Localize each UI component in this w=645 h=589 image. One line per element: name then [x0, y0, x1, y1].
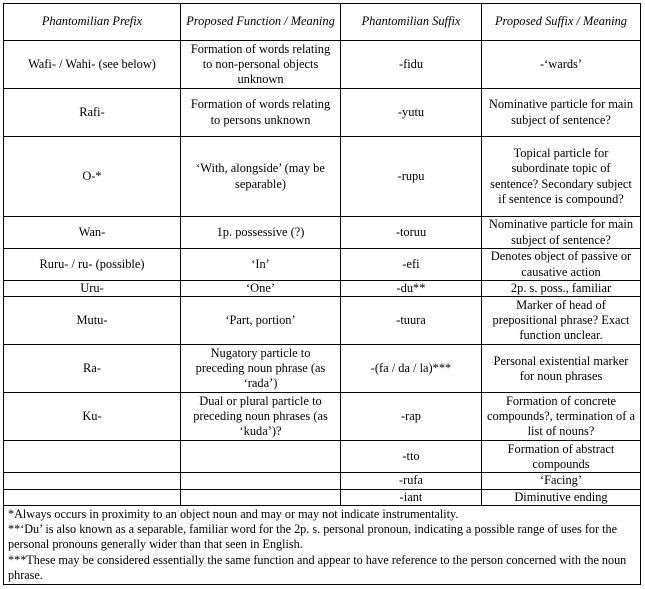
suffix-cell: -tto [341, 441, 482, 473]
suffix-meaning-cell: Nominative particle for main subject of sentence? [482, 89, 641, 137]
prefix-cell: O-* [4, 137, 181, 217]
prefix-cell: Ruru- / ru- (possible) [4, 249, 181, 281]
prefix-cell [4, 489, 181, 505]
table-row [4, 393, 641, 441]
suffix-meaning-cell: 2p. s. poss., familiar [482, 281, 641, 297]
table-row [4, 217, 641, 249]
suffix-meaning-cell: Diminutive ending [482, 489, 641, 505]
prefix-meaning-cell: Formation of words relating to non-personal objects unknown [181, 41, 341, 89]
suffix-meaning-cell: Personal existential marker for noun phrases [482, 345, 641, 393]
prefix-meaning-cell: ‘Part, portion’ [181, 297, 341, 345]
prefix-meaning-cell: ‘In’ [181, 249, 341, 281]
suffix-meaning-cell: Denotes object of passive or causative action [482, 249, 641, 281]
table-row [4, 345, 641, 393]
table-row [4, 89, 641, 137]
prefix-meaning-cell: 1p. possessive (?) [181, 217, 341, 249]
suffix-cell: -efi [341, 249, 482, 281]
table-row [4, 249, 641, 281]
prefix-meaning-cell: Dual or plural particle to preceding noun phrases (as ‘kuda’)? [181, 393, 341, 441]
footnotes-row [4, 505, 641, 584]
table-row [4, 441, 641, 473]
suffix-cell: -yutu [341, 89, 482, 137]
footnote: *Always occurs in proximity to an object noun and may or may not indicate instrumentality. [8, 506, 459, 521]
prefix-cell: Ku- [4, 393, 181, 441]
suffix-cell: -iant [341, 489, 482, 505]
header-suffix: Phantomilian Suffix [341, 4, 482, 41]
prefix-meaning-cell: ‘One’ [181, 281, 341, 297]
suffix-cell: -(fa / da / la)*** [341, 345, 482, 393]
prefix-meaning-cell: ‘With, alongside’ (may be separable) [181, 137, 341, 217]
suffix-cell: -toruu [341, 217, 482, 249]
suffix-meaning-cell: Formation of concrete compounds?, termination of a list of nouns? [482, 393, 641, 441]
suffix-cell: -du** [341, 281, 482, 297]
table-row [4, 41, 641, 89]
prefix-meaning-cell [181, 473, 341, 489]
suffix-meaning-cell: Formation of abstract compounds [482, 441, 641, 473]
suffix-meaning-cell: ‘Facing’ [482, 473, 641, 489]
prefix-cell [4, 441, 181, 473]
footnote: **‘Du’ is also known as a separable, familiar word for the 2p. s. personal pronoun, indicating a possible range of uses for the personal pronouns generally wider than that seen in English. [8, 522, 617, 552]
prefix-cell [4, 473, 181, 489]
footnote: ***These may be considered essentially the same function and appear to have reference to the person concerned with the noun phrase. [8, 552, 627, 583]
affix-table [3, 3, 641, 585]
suffix-meaning-cell: Topical particle for subordinate topic of sentence? Secondary subject if sentence is compound? [482, 137, 641, 217]
prefix-cell: Wan- [4, 217, 181, 249]
table-row [4, 297, 641, 345]
header-prefix: Phantomilian Prefix [4, 4, 181, 41]
suffix-cell: -rupu [341, 137, 482, 217]
header-row [4, 4, 641, 41]
table-row [4, 281, 641, 297]
suffix-meaning-cell: Marker of head of prepositional phrase? Exact function unclear. [482, 297, 641, 345]
prefix-cell: Ra- [4, 345, 181, 393]
suffix-cell: -fidu [341, 41, 482, 89]
prefix-meaning-cell: Nugatory particle to preceding noun phrase (as ‘rada’) [181, 345, 341, 393]
prefix-meaning-cell: Formation of words relating to persons unknown [181, 89, 341, 137]
prefix-cell: Wafi- / Wahi- (see below) [4, 41, 181, 89]
suffix-meaning-cell: -‘wards’ [482, 41, 641, 89]
header-prefix-meaning: Proposed Function / Meaning [181, 4, 341, 41]
prefix-meaning-cell [181, 489, 341, 505]
suffix-cell: -rufa [341, 473, 482, 489]
suffix-cell: -tuura [341, 297, 482, 345]
table-row [4, 137, 641, 217]
prefix-cell: Uru- [4, 281, 181, 297]
prefix-meaning-cell [181, 441, 341, 473]
suffix-meaning-cell: Nominative particle for main subject of sentence? [482, 217, 641, 249]
table-row [4, 473, 641, 489]
table-row [4, 489, 641, 505]
suffix-cell: -rap [341, 393, 482, 441]
prefix-cell: Mutu- [4, 297, 181, 345]
footnotes [4, 505, 641, 584]
header-suffix-meaning: Proposed Suffix / Meaning [482, 4, 641, 41]
prefix-cell: Rafi- [4, 89, 181, 137]
